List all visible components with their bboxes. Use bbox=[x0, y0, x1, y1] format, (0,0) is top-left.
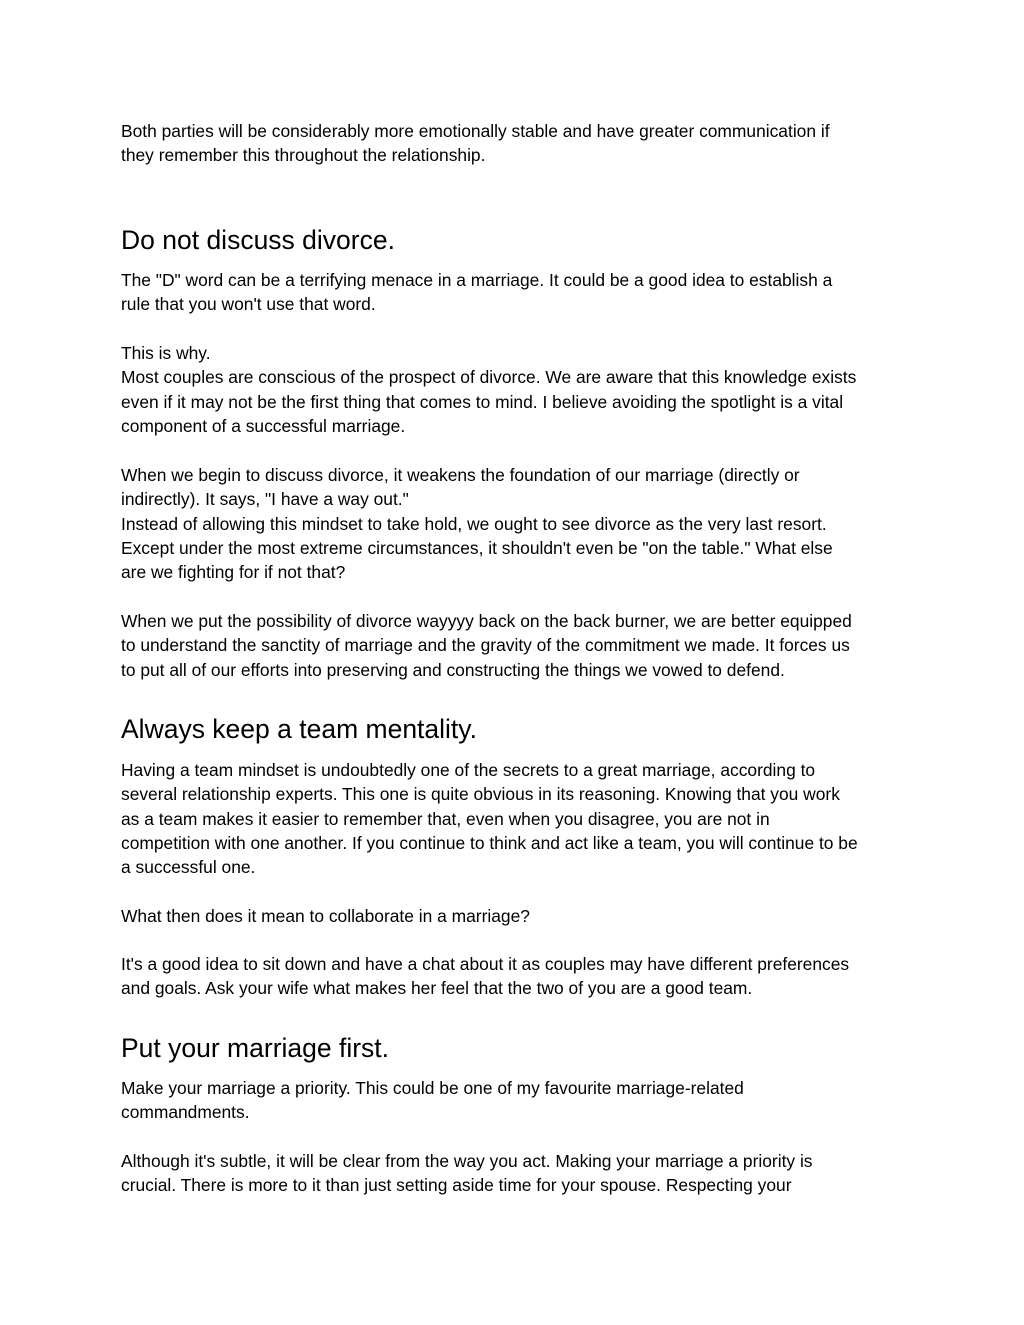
team-paragraph-3 bbox=[121, 952, 849, 1001]
text-line: and goals. Ask your wife what makes her feel that the two of you are a good team. bbox=[121, 978, 753, 999]
divorce-paragraph-2 bbox=[121, 341, 856, 438]
heading-marriage-first: Put your marriage first. bbox=[121, 1033, 390, 1063]
text-line: Although it's subtle, it will be clear from the way you act. Making your marriage a priority is bbox=[121, 1151, 813, 1171]
text-line: Instead of allowing this mindset to take hold, we ought to see divorce as the very last resort. bbox=[121, 513, 827, 534]
text-line: Except under the most extreme circumstances, it shouldn't even be "on the table." What else bbox=[121, 537, 833, 558]
text-line: even if it may not be the first thing that comes to mind. I believe avoiding the spotlight is a vital bbox=[121, 391, 844, 412]
text-line: Having a team mindset is undoubtedly one of the secrets to a great marriage, according to bbox=[121, 760, 816, 780]
marriage-first-paragraph-1 bbox=[121, 1076, 744, 1125]
text-line: It's a good idea to sit down and have a chat about it as couples may have different preferences bbox=[121, 954, 850, 974]
divorce-paragraph-3 bbox=[121, 463, 833, 584]
text-line: Make your marriage a priority. This could be one of my favourite marriage-related bbox=[121, 1078, 744, 1098]
text-line: When we begin to discuss divorce, it weakens the foundation of our marriage (directly or bbox=[121, 465, 800, 485]
text-line: commandments. bbox=[121, 1102, 250, 1123]
text-line: Most couples are conscious of the prospect of divorce. We are aware that this knowledge exists bbox=[121, 367, 857, 388]
text-line: several relationship experts. This one is quite obvious in its reasoning. Knowing that you work bbox=[121, 784, 840, 805]
text-line: The "D" word can be a terrifying menace in a marriage. It could be a good idea to establish a bbox=[121, 270, 833, 290]
divorce-paragraph-1 bbox=[121, 268, 832, 317]
text-line: rule that you won't use that word. bbox=[121, 294, 376, 315]
text-line: Both parties will be considerably more emotionally stable and have greater communication if bbox=[121, 121, 830, 141]
heading-team: Always keep a team mentality. bbox=[121, 714, 477, 744]
intro-paragraph bbox=[121, 119, 830, 168]
text-line: crucial. There is more to it than just setting aside time for your spouse. Respecting your bbox=[121, 1175, 792, 1196]
text-line: to understand the sanctity of marriage and the gravity of the commitment we made. It forces us bbox=[121, 635, 850, 656]
text-line: a successful one. bbox=[121, 857, 256, 878]
divorce-paragraph-4 bbox=[121, 609, 852, 682]
text-line: This is why. bbox=[121, 343, 211, 363]
team-paragraph-1 bbox=[121, 758, 858, 879]
text-line: as a team makes it easier to remember that, even when you disagree, you are not in bbox=[121, 808, 770, 829]
text-line: When we put the possibility of divorce wayyyy back on the back burner, we are better equipped bbox=[121, 611, 852, 631]
document-page bbox=[121, 0, 911, 1325]
text-line: competition with one another. If you continue to think and act like a team, you will continue to be bbox=[121, 832, 858, 853]
heading-divorce: Do not discuss divorce. bbox=[121, 225, 395, 255]
text-line: they remember this throughout the relationship. bbox=[121, 145, 486, 166]
team-paragraph-2 bbox=[121, 904, 530, 928]
text-line: What then does it mean to collaborate in a marriage? bbox=[121, 906, 530, 926]
text-line: are we fighting for if not that? bbox=[121, 562, 346, 583]
text-line: component of a successful marriage. bbox=[121, 415, 406, 436]
text-line: to put all of our efforts into preserving and constructing the things we vowed to defend. bbox=[121, 659, 785, 680]
text-line: indirectly). It says, "I have a way out." bbox=[121, 489, 409, 510]
marriage-first-paragraph-2 bbox=[121, 1149, 813, 1198]
